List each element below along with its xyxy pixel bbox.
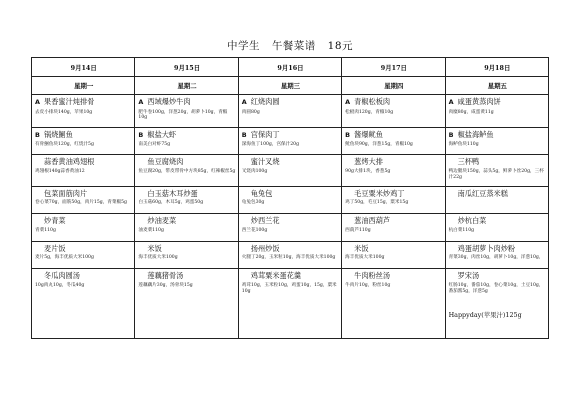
soup-ingredients: 鸡茸10g，玉米粒10g，鸡蛋10g，15g，粟米10g [241, 282, 337, 294]
meal-dish [242, 157, 339, 167]
menu-title-name: 午餐菜谱 [271, 40, 316, 52]
meal-cell [238, 155, 341, 186]
meal-dish [242, 189, 339, 199]
meal-cell [32, 241, 135, 269]
soup-cell [135, 269, 238, 339]
soup-dish [345, 271, 442, 281]
soup-name: 莲藕猪骨汤 [147, 271, 184, 281]
meal-ingredients: 青菜110g [35, 227, 56, 233]
meal-dish [345, 130, 442, 141]
meal-name: 鱼豆腐烧肉 [147, 157, 184, 167]
meal-dish [242, 216, 339, 226]
soup-name: 罗宋汤 [457, 271, 480, 281]
meal-ingredients: 深海鱼丁100g，宫保汁20g [241, 142, 300, 148]
meal-dish [35, 130, 132, 141]
meal-name: 酱爆鱿鱼 [354, 129, 383, 139]
meal-name: 葱油西葫芦 [354, 216, 391, 226]
meal-name: 蜜汁叉烧 [250, 157, 280, 167]
meal-ingredients: 西葫芦110g [345, 227, 371, 233]
meal-dish [345, 189, 442, 199]
meal-cell [32, 214, 135, 242]
meal-cell [135, 241, 238, 269]
meal-dish [449, 189, 546, 199]
meal-dish [449, 130, 546, 141]
menu-title-group: 中学生 [226, 40, 260, 52]
meal-cell [238, 95, 341, 128]
meal-dish [35, 157, 132, 167]
soup-cell [342, 269, 445, 339]
soup-ingredients: 10g肉丸10g，冬瓜40g [35, 282, 85, 288]
meal-name: 椒盐大虾 [147, 129, 177, 139]
meal-ingredients: 青菜30g，肉丝10g，胡萝卜10g，洋葱10g， [448, 255, 544, 261]
meal-dish [138, 97, 235, 108]
meal-cell [135, 95, 238, 128]
meal-mark: B [241, 130, 247, 139]
meal-dish [138, 216, 235, 226]
meal-ingredients: 龟兔包30g [241, 200, 265, 206]
meal-mark: B [35, 130, 40, 139]
weekday-row [32, 77, 549, 95]
meal-ingredients: 鱿鱼块90g，洋葱15g，青椒10g [345, 142, 413, 148]
meal-ingredients: 海丰优质大米100g [138, 255, 178, 261]
meal-name: 龟兔包 [250, 188, 273, 198]
meal-cell [238, 214, 341, 242]
date-cell: 9月17日 [342, 58, 445, 77]
meal-cell [135, 155, 238, 186]
date-cell: 9月16日 [238, 58, 341, 77]
meal-ingredients: 去皮小排块140g，苹果10g [35, 109, 93, 115]
soup-dish [138, 271, 235, 281]
meal-name: 炒油麦菜 [147, 216, 177, 226]
meal-ingredients: 肥牛卷100g，洋葱20g，胡萝卜10g，青椒10g [138, 109, 228, 121]
meal-cell [342, 127, 445, 155]
meal-name: 包菜面筋肉片 [44, 188, 88, 198]
meal-row [32, 241, 549, 269]
meal-cell [445, 127, 548, 155]
meal-ingredients: 西兰花100g [241, 227, 268, 233]
meal-cell [342, 214, 445, 242]
meal-dish [138, 189, 235, 199]
meal-name: 蒜香黄油鸡翅根 [44, 157, 95, 167]
meal-name: 炒杭白菜 [457, 216, 487, 226]
meal-name: 米饭 [147, 243, 162, 253]
date-cell: 9月15日 [135, 58, 238, 77]
soup-name: 牛肉粉丝汤 [354, 271, 391, 281]
meal-name: 麦片饭 [44, 243, 66, 253]
meal-name: 鸡蛋胡萝卜肉炒粉 [457, 243, 516, 253]
soup-row [32, 269, 549, 339]
meal-name: 青椒松板肉 [354, 97, 391, 107]
meal-dish [242, 130, 339, 141]
meal-name: 西域爆炒牛肉 [147, 97, 191, 107]
meal-ingredients: 卷心菜70g，面筋50g，肉片15g，青菜椒5g [35, 200, 127, 206]
meal-cell [445, 95, 548, 128]
weekday-cell: 星期一 [32, 77, 135, 95]
meal-dish [345, 97, 442, 108]
weekday-cell: 星期四 [342, 77, 445, 95]
meal-cell [342, 95, 445, 128]
meal-dish [138, 130, 235, 141]
meal-dish [345, 157, 442, 167]
menu-title [0, 38, 580, 53]
meal-cell [342, 186, 445, 214]
meal-name: 锅烧鮰鱼 [44, 129, 73, 139]
meal-ingredients: 鸡丁50g，毛豆15g，粟米15g [345, 200, 409, 206]
meal-mark: A [35, 98, 40, 107]
weekday-cell: 星期三 [238, 77, 341, 95]
meal-ingredients: 火腿丁20g，玉米粒10g，海丰优质大米100g [241, 255, 336, 261]
meal-dish [449, 244, 546, 254]
meal-row [32, 186, 549, 214]
meal-mark: A [345, 98, 351, 107]
soup-ingredients: 莲藕藕片30g，汤骨块15g [138, 282, 193, 288]
soup-cell [445, 269, 548, 339]
weekday-cell: 星期二 [135, 77, 238, 95]
meal-name: 毛豆粟米炒鸡丁 [354, 188, 405, 198]
meal-mark: A [448, 98, 454, 107]
meal-dish [345, 216, 442, 226]
meal-name: 南瓜红豆蒸米糕 [457, 188, 508, 198]
weekday-cell: 星期五 [445, 77, 548, 95]
meal-ingredients: 肉糜80g，咸蛋黄11g [448, 109, 494, 115]
meal-ingredients: 90g大排1块，香葱5g [345, 168, 391, 174]
meal-dish [449, 216, 546, 226]
meal-ingredients: 叉烧肉100g [241, 168, 268, 174]
meal-dish [242, 97, 339, 108]
meal-ingredients: 肉圆80g [241, 109, 260, 115]
meal-cell [32, 186, 135, 214]
menu-table [31, 57, 549, 339]
meal-ingredients: 白玉菇60g，木耳5g，鸡蛋50g [138, 200, 204, 206]
date-cell: 9月18日 [445, 58, 548, 77]
meal-cell [32, 155, 135, 186]
meal-cell [135, 127, 238, 155]
drink-note: Happyday(苹果汁)125g [448, 311, 522, 320]
meal-dish [449, 97, 546, 108]
meal-mark: B [345, 130, 351, 139]
meal-ingredients: 海丰优质大米100g [345, 255, 385, 261]
meal-row [32, 155, 549, 186]
meal-name: 咸蛋黄蒸肉饼 [457, 97, 501, 107]
meal-name: 炒青菜 [44, 216, 66, 226]
meal-cell [135, 186, 238, 214]
meal-cell [238, 127, 341, 155]
meal-dish [138, 244, 235, 254]
meal-row [32, 127, 549, 155]
meal-mark: A [138, 98, 144, 107]
soup-cell [32, 269, 135, 339]
soup-dish [35, 271, 132, 281]
meal-name: 三杯鸭 [457, 157, 480, 167]
meal-name: 红烧肉圆 [250, 97, 280, 107]
meal-cell [238, 186, 341, 214]
meal-ingredients: 海鲈鱼块110g [448, 142, 479, 148]
meal-cell [445, 241, 548, 269]
meal-mark: A [241, 98, 247, 107]
meal-cell [445, 186, 548, 214]
meal-cell [135, 214, 238, 242]
meal-dish [35, 244, 132, 254]
meal-dish [35, 216, 132, 226]
meal-row [32, 214, 549, 242]
meal-dish [345, 244, 442, 254]
meal-dish [35, 97, 132, 108]
soup-name: 冬瓜肉圆汤 [44, 271, 80, 281]
meal-name: 炒西兰花 [250, 216, 280, 226]
meal-ingredients: 油麦菜110g [138, 227, 164, 233]
meal-cell [445, 155, 548, 186]
meal-name: 宫保肉丁 [250, 129, 280, 139]
meal-cell [32, 127, 135, 155]
meal-cell [32, 95, 135, 128]
meal-ingredients: 鱼豆腐20g，带皮带骨中方块85g，红辣椒丝5g [138, 168, 236, 174]
soup-ingredients: 牛肉片10g，粉丝10g [345, 282, 391, 288]
meal-name: 扬州炒饭 [250, 243, 280, 253]
meal-dish [449, 157, 546, 167]
soup-dish [242, 271, 339, 281]
meal-cell [445, 214, 548, 242]
date-cell: 9月14日 [32, 58, 135, 77]
meal-cell [238, 241, 341, 269]
meal-row [32, 95, 549, 128]
meal-name: 白玉菇木耳炒蛋 [147, 188, 198, 198]
meal-cell [342, 241, 445, 269]
meal-name: 葱烤大排 [354, 157, 383, 167]
meal-mark: B [138, 130, 144, 139]
meal-cell [342, 155, 445, 186]
meal-name: 米饭 [354, 243, 369, 253]
meal-ingredients: 松板肉120g，青椒10g [345, 109, 394, 115]
soup-dish [449, 271, 546, 281]
meal-ingredients: 鸭边腿块150g，蒜头5g，鲜萝卜丝20g，三杯汁22g [448, 168, 544, 180]
soup-ingredients: 红肠10g，番茄10g，卷心菜10g，土豆10g，番茄酱5g，洋葱5g [448, 282, 544, 294]
soup-name: 鸡茸粟米蛋花羹 [250, 271, 302, 281]
meal-ingredients: 杭白菜110g [448, 227, 475, 233]
meal-name: 椒盐海鲈鱼 [457, 129, 494, 139]
meal-name: 果香蜜汁炖排骨 [44, 97, 95, 107]
date-row [32, 58, 549, 77]
meal-mark: B [448, 130, 454, 139]
meal-dish [138, 157, 235, 167]
meal-dish [242, 244, 339, 254]
meal-ingredients: 麦片5g，海丰优质大米100g [35, 255, 94, 261]
menu-title-price: 18元 [327, 40, 354, 52]
meal-ingredients: 有骨鮰鱼块120g，红烧汁5g [35, 142, 94, 148]
meal-ingredients: 鸡翅根140g蒜香黄油12 [35, 168, 85, 174]
meal-ingredients: 南美白对虾75g [138, 142, 171, 148]
meal-dish [35, 189, 132, 199]
soup-cell [238, 269, 341, 339]
